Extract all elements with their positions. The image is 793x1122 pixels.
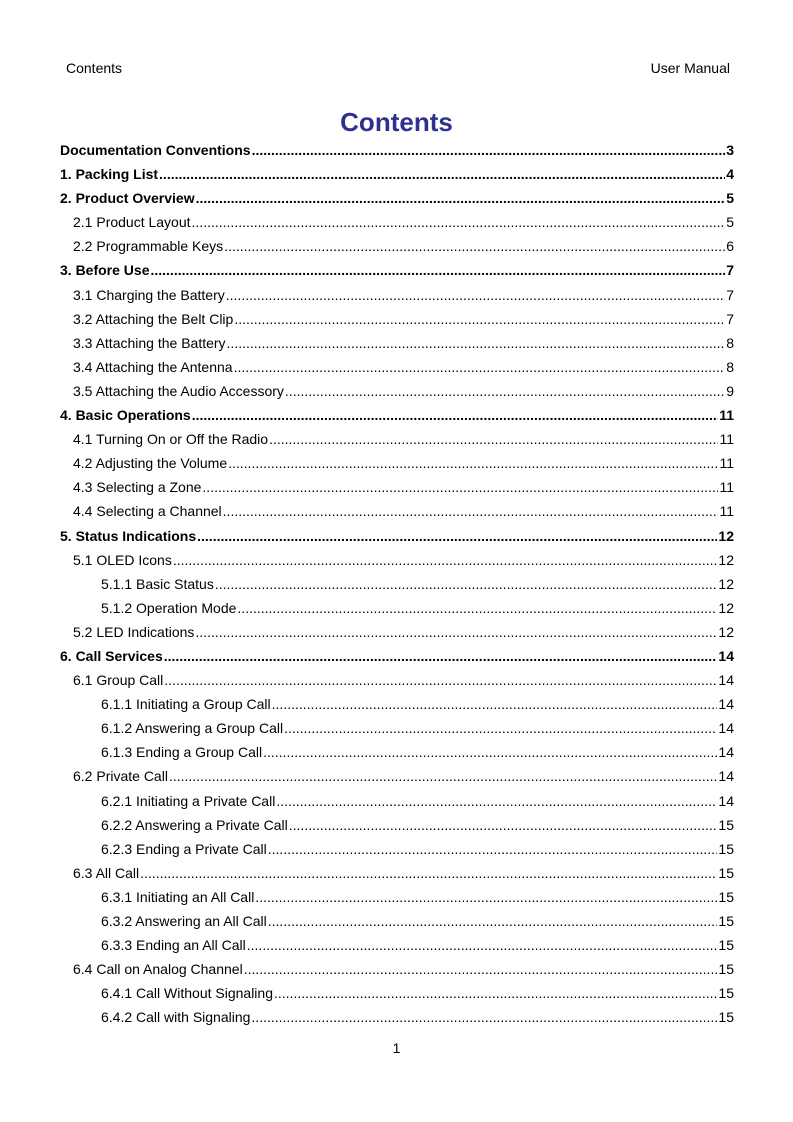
toc-leader-dots	[195, 620, 717, 644]
toc-entry[interactable]	[60, 789, 734, 813]
toc-leader-dots	[164, 644, 718, 668]
toc-leader-dots	[252, 138, 726, 162]
toc-entry-page: 15	[718, 816, 734, 833]
toc-entry[interactable]	[60, 186, 734, 210]
toc-entry-title: 4.4 Selecting a Channel	[73, 503, 222, 520]
toc-entry-page: 15	[718, 961, 734, 978]
toc-entry[interactable]	[60, 644, 734, 668]
toc-entry-page: 14	[718, 768, 734, 785]
toc-entry-title: 4.3 Selecting a Zone	[73, 479, 202, 496]
toc-entry-page: 14	[718, 720, 734, 737]
running-header-section: Contents	[66, 60, 123, 76]
toc-entry[interactable]	[60, 524, 734, 548]
toc-entry[interactable]	[60, 427, 734, 451]
toc-entry[interactable]	[60, 596, 734, 620]
toc-entry[interactable]	[60, 475, 734, 499]
toc-leader-dots	[289, 813, 718, 837]
toc-entry[interactable]	[60, 837, 734, 861]
toc-entry[interactable]	[60, 355, 734, 379]
toc-entry-page: 15	[718, 864, 734, 881]
toc-entry-page: 14	[718, 792, 734, 809]
toc-entry-title: 6.1.3 Ending a Group Call	[101, 744, 263, 761]
toc-entry[interactable]	[60, 1005, 734, 1029]
toc-entry-title: 5. Status Indications	[60, 527, 197, 544]
toc-leader-dots	[197, 524, 717, 548]
toc-entry[interactable]	[60, 692, 734, 716]
toc-entry-page: 11	[719, 503, 734, 520]
toc-leader-dots	[224, 234, 725, 258]
toc-entry[interactable]	[60, 716, 734, 740]
toc-entry-page: 14	[718, 696, 734, 713]
toc-leader-dots	[268, 837, 718, 861]
toc-entry-page: 12	[718, 575, 734, 592]
toc-leader-dots	[159, 162, 725, 186]
toc-entry-title: 6.3.2 Answering an All Call	[101, 913, 267, 929]
toc-entry-title: Documentation Conventions	[60, 142, 251, 158]
toc-leader-dots	[247, 933, 718, 957]
toc-entry-page: 5	[726, 190, 734, 207]
toc-entry-page: 15	[718, 840, 734, 857]
toc-leader-dots	[274, 981, 717, 1005]
toc-entry-title: 6.2.1 Initiating a Private Call	[101, 792, 276, 809]
toc-leader-dots	[228, 451, 718, 475]
toc-entry[interactable]	[60, 379, 734, 403]
toc-entry-page: 15	[718, 913, 734, 929]
toc-entry-page: 12	[718, 527, 734, 544]
toc-leader-dots	[223, 499, 719, 523]
toc-entry-page: 3	[726, 142, 734, 158]
toc-entry[interactable]	[60, 307, 734, 331]
running-header-document: User Manual	[650, 60, 730, 76]
toc-entry-page: 7	[726, 286, 734, 303]
toc-entry-page: 15	[718, 985, 734, 1002]
toc-entry-page: 11	[719, 407, 734, 424]
toc-entry-title: 4.2 Adjusting the Volume	[73, 455, 228, 472]
toc-leader-dots	[234, 355, 726, 379]
toc-entry-page: 14	[718, 672, 734, 689]
toc-entry[interactable]	[60, 403, 734, 427]
toc-entry[interactable]	[60, 162, 734, 186]
table-of-contents	[60, 138, 734, 1029]
toc-entry-title: 6.3.1 Initiating an All Call	[101, 888, 255, 905]
toc-entry[interactable]	[60, 981, 734, 1005]
toc-leader-dots	[272, 692, 718, 716]
toc-leader-dots	[173, 548, 718, 572]
toc-entry[interactable]	[60, 957, 734, 981]
toc-entry-page: 14	[718, 647, 734, 664]
toc-entry[interactable]	[60, 210, 734, 234]
toc-entry-title: 2.1 Product Layout	[73, 214, 191, 231]
toc-entry[interactable]	[60, 499, 734, 523]
toc-leader-dots	[192, 210, 726, 234]
toc-entry-page: 14	[718, 744, 734, 761]
toc-leader-dots	[269, 427, 718, 451]
toc-entry[interactable]	[60, 764, 734, 788]
toc-entry-title: 6.4 Call on Analog Channel	[73, 961, 243, 978]
toc-entry-page: 11	[719, 455, 734, 472]
toc-leader-dots	[169, 764, 717, 788]
toc-entry-title: 6. Call Services	[60, 647, 163, 664]
toc-entry[interactable]	[60, 138, 734, 162]
toc-leader-dots	[276, 789, 717, 813]
toc-leader-dots	[226, 283, 725, 307]
toc-entry[interactable]	[60, 861, 734, 885]
toc-entry[interactable]	[60, 331, 734, 355]
toc-entry[interactable]	[60, 283, 734, 307]
toc-entry[interactable]	[60, 258, 734, 282]
toc-entry-title: 6.1.1 Initiating a Group Call	[101, 696, 271, 713]
toc-entry-title: 5.1.2 Operation Mode	[101, 599, 237, 616]
toc-leader-dots	[234, 307, 725, 331]
toc-entry[interactable]	[60, 548, 734, 572]
toc-leader-dots	[227, 331, 726, 355]
toc-entry-title: 6.2 Private Call	[73, 768, 168, 785]
toc-leader-dots	[202, 475, 718, 499]
toc-entry-page: 12	[718, 623, 734, 640]
toc-entry-page: 6	[726, 238, 734, 255]
toc-leader-dots	[164, 668, 717, 692]
toc-leader-dots	[268, 909, 718, 933]
toc-entry-title: 6.3 All Call	[73, 864, 140, 881]
toc-leader-dots	[215, 572, 718, 596]
toc-entry-title: 6.2.3 Ending a Private Call	[101, 840, 267, 857]
toc-entry-page: 11	[719, 431, 734, 448]
toc-entry-page: 15	[718, 937, 734, 954]
toc-leader-dots	[244, 957, 718, 981]
toc-entry[interactable]	[60, 620, 734, 644]
toc-leader-dots	[192, 403, 718, 427]
toc-entry-page: 12	[718, 599, 734, 616]
toc-entry-page: 7	[726, 310, 734, 327]
toc-leader-dots	[237, 596, 717, 620]
toc-leader-dots	[196, 186, 726, 210]
toc-entry[interactable]	[60, 933, 734, 957]
toc-entry-title: 3.1 Charging the Battery	[73, 286, 225, 303]
toc-entry-page: 15	[718, 888, 734, 905]
toc-entry-page: 11	[719, 479, 734, 496]
toc-leader-dots	[284, 716, 717, 740]
toc-entry-page: 4	[726, 166, 734, 183]
toc-entry[interactable]	[60, 451, 734, 475]
toc-entry-page: 9	[726, 382, 734, 399]
toc-entry-page: 12	[718, 551, 734, 568]
toc-leader-dots	[251, 1005, 717, 1029]
toc-entry[interactable]	[60, 909, 734, 933]
toc-entry-title: 2. Product Overview	[60, 190, 195, 207]
page-title: Contents	[340, 107, 453, 137]
page-number: 1	[392, 1040, 401, 1056]
toc-entry-title: 5.1 OLED Icons	[73, 551, 172, 568]
toc-entry-title: 1. Packing List	[60, 166, 159, 183]
toc-entry[interactable]	[60, 668, 734, 692]
toc-entry[interactable]	[60, 885, 734, 909]
toc-entry-title: 3.4 Attaching the Antenna	[73, 358, 233, 375]
toc-entry-title: 6.4.1 Call Without Signaling	[101, 985, 273, 1002]
toc-entry-title: 4.1 Turning On or Off the Radio	[73, 431, 269, 448]
toc-entry-page: 15	[718, 1009, 734, 1026]
toc-entry-title: 6.3.3 Ending an All Call	[101, 937, 246, 954]
toc-entry-title: 3.2 Attaching the Belt Clip	[73, 310, 234, 327]
toc-entry-title: 5.1.1 Basic Status	[101, 575, 214, 592]
toc-entry[interactable]	[60, 813, 734, 837]
toc-entry-title: 3.5 Attaching the Audio Accessory	[73, 382, 284, 399]
toc-leader-dots	[255, 885, 717, 909]
toc-entry[interactable]	[60, 740, 734, 764]
toc-entry-title: 3. Before Use	[60, 262, 150, 279]
toc-leader-dots	[263, 740, 717, 764]
toc-entry-title: 6.1 Group Call	[73, 672, 164, 689]
toc-entry[interactable]	[60, 234, 734, 258]
toc-entry-title: 5.2 LED Indications	[73, 623, 195, 640]
toc-entry[interactable]	[60, 572, 734, 596]
toc-entry-title: 6.2.2 Answering a Private Call	[101, 816, 288, 833]
toc-leader-dots	[150, 258, 725, 282]
toc-entry-title: 6.4.2 Call with Signaling	[101, 1009, 251, 1026]
toc-leader-dots	[140, 861, 717, 885]
toc-leader-dots	[285, 379, 725, 403]
toc-entry-page: 5	[726, 214, 734, 231]
toc-entry-title: 2.2 Programmable Keys	[73, 238, 224, 255]
toc-entry-title: 4. Basic Operations	[60, 407, 191, 424]
toc-entry-page: 8	[726, 358, 734, 375]
toc-entry-title: 3.3 Attaching the Battery	[73, 334, 226, 351]
toc-entry-title: 6.1.2 Answering a Group Call	[101, 720, 284, 737]
toc-entry-page: 7	[726, 262, 734, 279]
toc-entry-page: 8	[726, 334, 734, 351]
